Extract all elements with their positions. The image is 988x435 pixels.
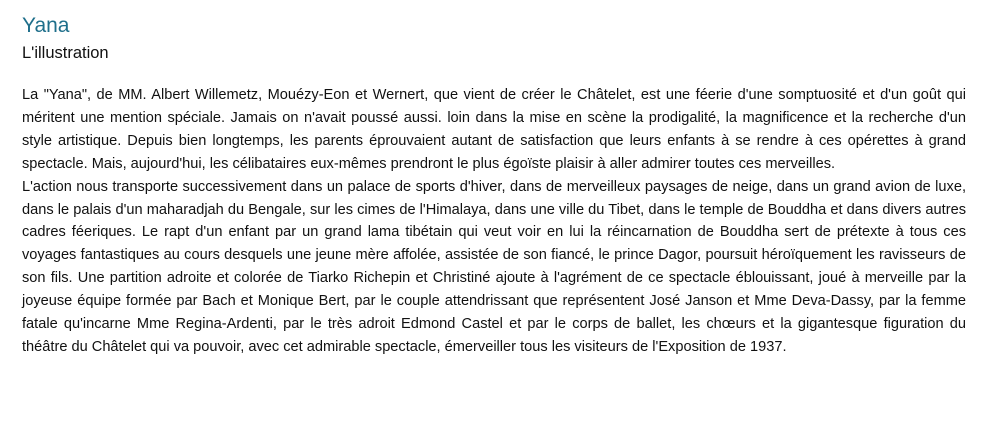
paragraph-intro: La "Yana", de MM. Albert Willemetz, Mouézy-Eon et Wernert, que vient de créer le Châtelet, est une féerie d'une somptuosité et d'un goût qui méritent une mention spéciale. Jamais on n'avait poussé aussi. loin dans la mise en scène la prodigalité, la magnificence et la recherche d'un style artistique. Depuis bien longtemps, les parents éprouvaient autant de satisfaction que leurs enfants à se rendre à ces opérettes à grand spectacle. Mais, aujourd'hui, les célibataires eux-mêmes prendront le plus égoïste plaisir à aller admirer toutes ces merveilles.: [22, 87, 966, 172]
document-title: Yana: [22, 14, 70, 37]
document-body: [22, 84, 966, 359]
document: [22, 12, 966, 359]
paragraph-plot: L'action nous transporte successivement dans un palace de sports d'hiver, dans de merveilleux paysages de neige, dans un grand avion de luxe, dans le palais d'un maharadjah du Bengale, sur les cimes de l'Himalaya, dans une ville du Tibet, dans le temple de Bouddha et dans divers autres cadres féeriques. Le rapt d'un enfant par un grand lama tibétain qui veut voir en lui la réincarnation de Bouddha sert de prétexte à tous ces voyages fantastiques au cours desquels une jeune mère affolée, assistée de son fiancé, le prince Dagor, poursuit héroïquement les ravisseurs de son fils. Une partition adroite et colorée de Tiarko Richepin et Christiné ajoute à l'agrément de ce spectacle éblouissant, joué à merveille par la joyeuse équipe formée par Bach et Monique Bert, par le couple attendrissant que représentent José Janson et Mme Deva-Dassy, par la femme fatale qu'incarne Mme Regina-Ardenti, par le très adroit Edmond Castel et par le corps de ballet, les chœurs et la gigantesque figuration du théâtre du Châtelet qui va pouvoir, avec cet admirable spectacle, émerveiller tous les visiteurs de l'Exposition de 1937.: [22, 178, 966, 355]
document-subtitle: L'illustration: [22, 44, 109, 62]
